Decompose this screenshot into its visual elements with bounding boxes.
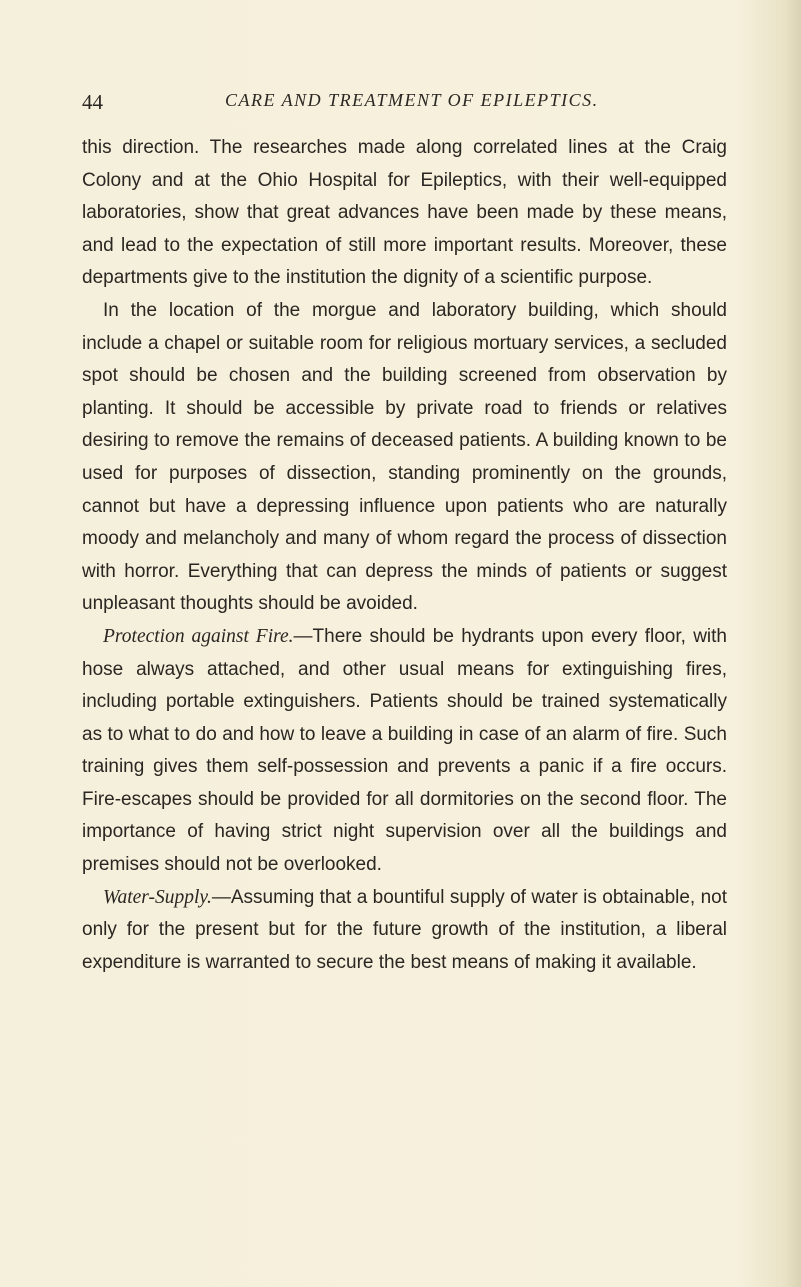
paragraph-text: —Assuming that a bountiful supply of water is obtainable, not only for the present but for the future growth of the institution, a liberal expenditure is warranted to secure the best means of making it available. (82, 886, 727, 973)
body-text (82, 132, 727, 979)
paragraph-text: In the location of the morgue and laboratory building, which should include a chapel or suitable room for religious mortuary services, a secluded spot should be chosen and the building screened from observation by planting. It should be accessible by private road to friends or relatives desiring to remove the remains of deceased patients. A building known to be used for purposes of dissection, standing prominently on the grounds, cannot but have a depressing influence upon patients who are naturally moody and melancholy and many of whom regard the process of dissection with horror. Everything that can depress the minds of patients or suggest unpleasant thoughts should be avoided. (82, 299, 727, 615)
running-title: CARE AND TREATMENT OF EPILEPTICS. (225, 90, 599, 110)
paragraph-text: this direction. The researches made along correlated lines at the Craig Colony and at the Ohio Hospital for Epileptics, with their well-equipped laboratories, show that great advances have been made by these means, and lead to the expectation of still more important results. Moreover, these departments give to the institution the dignity of a scientific purpose. (82, 137, 727, 289)
paragraph-morgue (82, 295, 727, 621)
paragraph-water-supply (82, 882, 727, 980)
page-header (82, 90, 682, 116)
section-title-fire: Protection against Fire. (103, 625, 294, 647)
paragraph-text: —There should be hydrants upon every floor, with hose always attached, and other usual means for extinguishing fires, including portable extinguishers. Patients should be trained systematically as to what to do and how to leave a building in case of an alarm of fire. Such training gives them self-possession and prevents a panic if a fire occurs. Fire-escapes should be provided for all dormitories on the second floor. The importance of having strict night supervision over all the buildings and premises should not be overlooked. (82, 625, 727, 876)
section-title-water: Water-Supply. (103, 886, 212, 908)
page-number: 44 (82, 90, 103, 114)
paragraph-research (82, 132, 727, 295)
paragraph-fire-protection (82, 621, 727, 882)
